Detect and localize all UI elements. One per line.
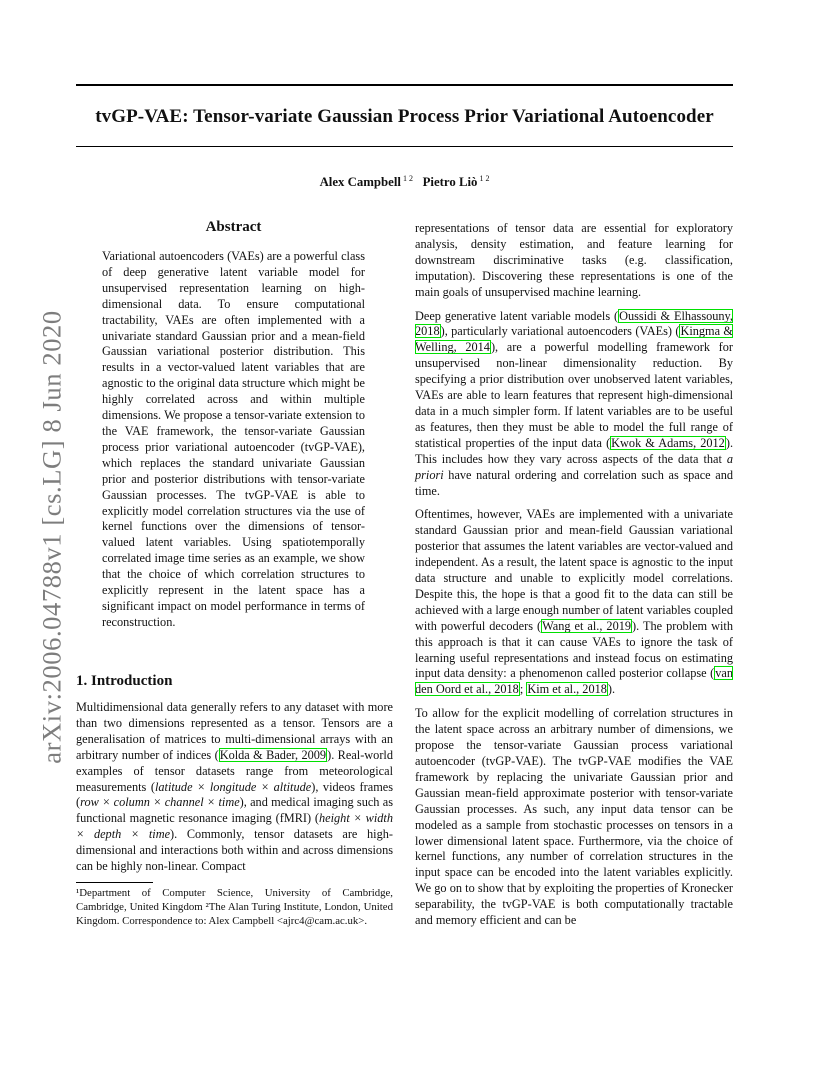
section-heading-introduction: 1. Introduction [76, 673, 173, 689]
title-bottom-rule [76, 146, 733, 147]
author-affiliation: 1 2 [402, 174, 413, 183]
author-name: Alex Campbell [319, 175, 401, 189]
citation-link[interactable]: Kolda & Bader, 2009 [219, 747, 327, 762]
intro-paragraph: representations of tensor data are essential for exploratory analysis, density estimation, and feature learning for downstream discriminative tasks (e.g. classification, imputation). Discovering these representations is one of the main goals of unsupervised machine learning. [415, 221, 733, 299]
right-column [415, 221, 733, 937]
intro-paragraph: To allow for the explicit modelling of correlation structures in the latent space across an arbitrary number of dimensions, we propose the tensor-variate Gaussian process variational autoencoder (tvGP-VAE). The tvGP-VAE modifies the VAE framework by replacing the univariate Gaussian prior and Gaussian mean-field approximate posterior with tensor-variate Gaussian processes. As such, any input data tensor can be modeled as a sample from stochastic processes on tensors in a lower dimensional latent space. Furthermore, via the choice of kernel functions, any number of correlation structures in the input space can be encoded into the latent variables explicitly. We go on to show that by exploiting the properties of Kronecker separability, the tvGP-VAE is both computationally tractable and memory efficient and can be [415, 706, 733, 928]
footnote-affiliations: ¹Department of Computer Science, University of Cambridge, Cambridge, United Kingdom ²The Alan Turing Institute, London, United Kingdom. Correspondence to: Alex Campbell <ajrc4@cam.ac.uk>. [76, 887, 393, 927]
citation-link[interactable]: Kim et al., 2018 [527, 682, 607, 697]
intro-paragraph: Multidimensional data generally refers to any dataset with more than two dimensions represented as a tensor. Tensors are a generalisation of matrices to multi-dimensional arrays with an arbitrary number of indices (Kolda & Bader, 2009). Real-world examples of tensor datasets range from meteorological measurements (latitude × longitude × altitude), videos frames (row × column × channel × time), and medical imaging such as functional magnetic resonance imaging (fMRI) (height × width × depth × time). Commonly, tensor datasets are high-dimensional and interactions both within and across dimensions can be highly non-linear. Compact [76, 700, 394, 874]
footnote-rule [76, 882, 153, 883]
author-affiliation: 1 2 [479, 174, 490, 183]
intro-paragraph: Deep generative latent variable models (Oussidi & Elhassouny, 2018), particularly variational autoencoders (VAEs) (Kingma & Welling, 2014), are a powerful modelling framework for unsupervised non-linear dimensionality reduction. By specifying a prior distribution over unobserved latent variables, VAEs are able to learn features that represent high-dimensional data in a much simpler form. If latent variables are to be useful as features, then they must be able to model the full range of statistical properties of the input data (Kwok & Adams, 2012). This includes how they vary across aspects of the data that a priori have natural ordering and correlation such as space and time. [415, 308, 734, 498]
abstract-heading: Abstract [205, 219, 262, 235]
introduction-left-column [76, 700, 393, 883]
author-list [76, 174, 733, 190]
citation-link[interactable]: Kingma & Welling, 2014 [415, 324, 733, 355]
title-top-rule [76, 84, 733, 86]
paper-title: tvGP-VAE: Tensor-variate Gaussian Process Prior Variational Autoencoder [95, 106, 714, 127]
intro-paragraph: Oftentimes, however, VAEs are implemented with a univariate standard Gaussian prior and mean-field Gaussian variational posterior that assumes the latent variables are vector-valued and independent. As a result, the latent space is agnostic to the input data structure and unable to explicitly model correlations. Despite this, the hope is that a good fit to the data can still be achieved with a large enough number of latent variables coupled with powerful decoders (Wang et al., 2019). The problem with this approach is that it can cause VAEs to ignore the task of learning useful representations and instead focus on estimating input data density: a phenomenon called posterior collapse (van den Oord et al., 2018; Kim et al., 2018). [415, 507, 733, 697]
footnote [76, 886, 393, 928]
author-name: Pietro Liò [422, 175, 478, 189]
abstract-paragraph: Variational autoencoders (VAEs) are a powerful class of deep generative latent variable model for unsupervised representation learning on high-dimensional data. To ensure computational tractability, VAEs are often implemented with a univariate standard Gaussian prior and a mean-field Gaussian variational posterior distribution. This results in a vector-valued latent variables that are agnostic to the original data structure which might be highly correlated across and within multiple dimensions. We propose a tensor-variate extension to the VAE framework, the tensor-variate Gaussian process prior variational autoencoder (tvGP-VAE), which replaces the standard univariate Gaussian prior and posterior distributions with tensor-variate Gaussian processes. The tvGP-VAE is able to explicitly model correlation structures via the use of kernel functions over the dimensions of tensor-valued latent variables. Using spatiotemporally correlated image time series as an example, we show that the choice of which correlation structures to explicitly represent in the latent space has a significant impact on model performance in terms of reconstruction. [102, 249, 365, 629]
citation-link[interactable]: van den Oord et al., 2018 [415, 666, 733, 697]
abstract-text [102, 249, 365, 639]
citation-link[interactable]: Kwok & Adams, 2012 [611, 435, 725, 450]
citation-link[interactable]: Wang et al., 2019 [542, 618, 632, 633]
citation-link[interactable]: Oussidi & Elhassouny, 2018 [415, 308, 733, 339]
